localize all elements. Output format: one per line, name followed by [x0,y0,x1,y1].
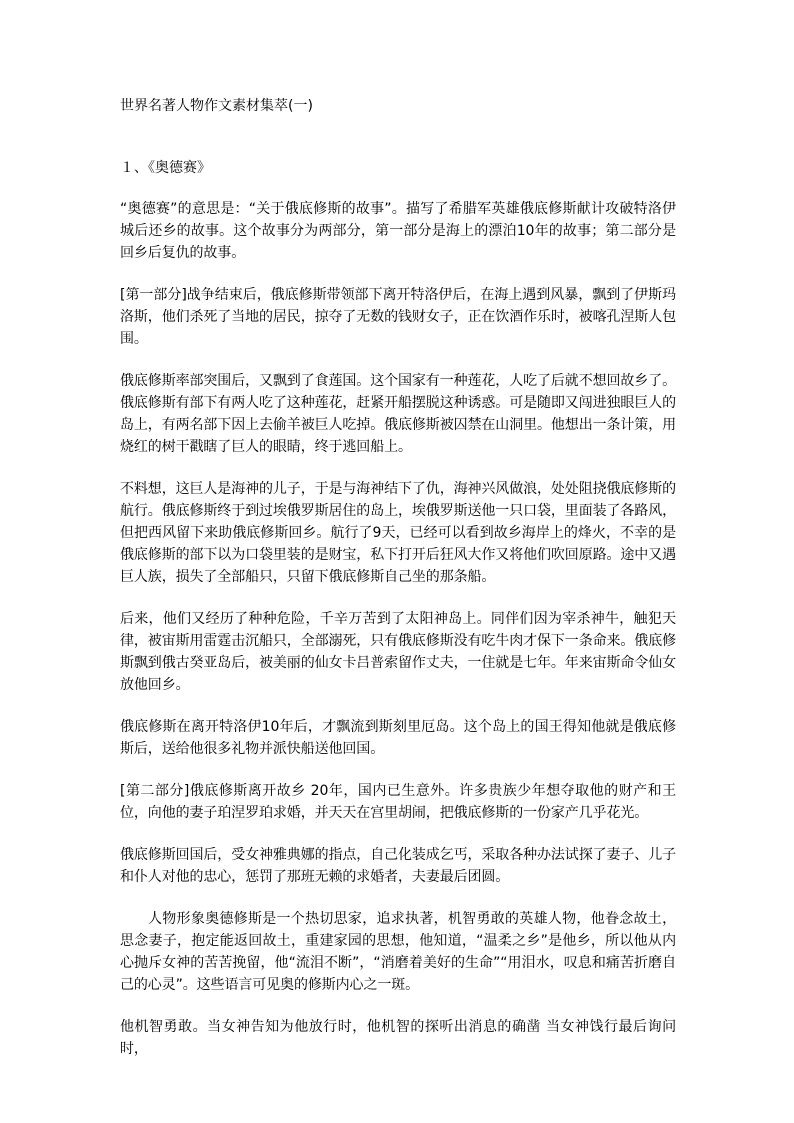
paragraph-sea-god: 不料想，这巨人是海神的儿子，于是与海神结下了仇，海神兴风做浪，处处阻挠俄底修斯的航行。俄底修斯终于到过埃俄罗斯居住的岛上，埃俄罗斯送他一只口袋，里面装了各路风，但把西风留下来助俄底修斯回乡。航行了9天，已经可以看到故乡海岸上的烽火，不幸的是俄底修斯的部下以为口袋里装的是财宝，私下打开后狂风大作又将他们吹回原路。途中又遇巨人族，损失了全部船只，只留下俄底修斯自己坐的那条船。 [120,481,676,585]
paragraph-part-two-intro: [第二部分]俄底修斯离开故乡 20年，国内已生意外。许多贵族少年想夺取他的财产和王位，向他的妻子珀涅罗珀求婚，并天天在宫里胡闹，把俄底修斯的一份家产几乎花光。 [120,783,676,821]
paragraph-meaning: “奥德赛”的意思是：“关于俄底修斯的故事”。描写了希腊军英雄俄底修斯献计攻破特洛伊城后还乡的故事。这个故事分为两部分，第一部分是海上的漂泊10年的故事；第二部分是回乡后复仇的故事。 [120,201,676,261]
paragraph-character-analysis: 人物形象奥德修斯是一个热切思家，追求执著，机智勇敢的英雄人物，他眷念故土，思念妻子，抱定能返回故土，重建家园的思想，他知道，“温柔之乡”是他乡，所以他从内心抛斥女神的苦苦挽留，他“流泪不断”，“消磨着美好的生命”“用泪水，叹息和痛苦折磨自己的心灵”。这些语言可见奥的修斯内心之一斑。 [120,911,676,993]
paragraph-part-one-intro: [第一部分]战争结束后，俄底修斯带领部下离开特洛伊后，在海上遇到风暴，飘到了伊斯玛洛斯，他们杀死了当地的居民，掠夺了无数的钱财女子，正在饮酒作乐时，被喀孔涅斯人包围。 [120,287,676,347]
document-title: 世界名著人物作文素材集萃(一) [120,98,313,114]
paragraph-return-home: 俄底修斯回国后，受女神雅典娜的指点，自己化装成乞丐，采取各种办法试探了妻子、儿子和仆人对他的忠心，惩罚了那班无赖的求婚者，夫妻最后团圆。 [120,847,676,885]
paragraph-sun-island: 后来，他们又经历了种种危险，千辛万苦到了太阳神岛上。同伴们因为宰杀神牛，触犯天律，被宙斯用雷霆击沉船只，全部溺死，只有俄底修斯没有吃牛肉才保下一条命来。俄底修斯飘到俄古癸亚岛后，被美丽的仙女卡吕普索留作丈夫，一住就是七年。年来宙斯命令仙女放他回乡。 [120,611,676,693]
document-body [120,198,676,1080]
paragraph-lotus-land: 俄底修斯率部突围后，又飘到了食莲国。这个国家有一种莲花，人吃了后就不想回故乡了。俄底修斯有部下有两人吃了这种莲花，赶紧开船摆脱这种诱惑。可是随即又闯进独眼巨人的岛上，有两名部下因上去偷羊被巨人吃掉。俄底修斯被囚禁在山洞里。他想出一条计策，用烧红的树干戳瞎了巨人的眼睛，终于逃回船上。 [120,373,676,455]
section-heading: １、《奥德赛》 [120,160,211,176]
paragraph-wisdom: 他机智勇敢。当女神告知为他放行时，他机智的探听出消息的确凿 当女神饯行最后询问时， [120,1019,676,1057]
paragraph-scheria: 俄底修斯在离开特洛伊10年后，才飘流到斯刻里厄岛。这个岛上的国王得知他就是俄底修斯后，送给他很多礼物并派快船送他回国。 [120,719,676,757]
